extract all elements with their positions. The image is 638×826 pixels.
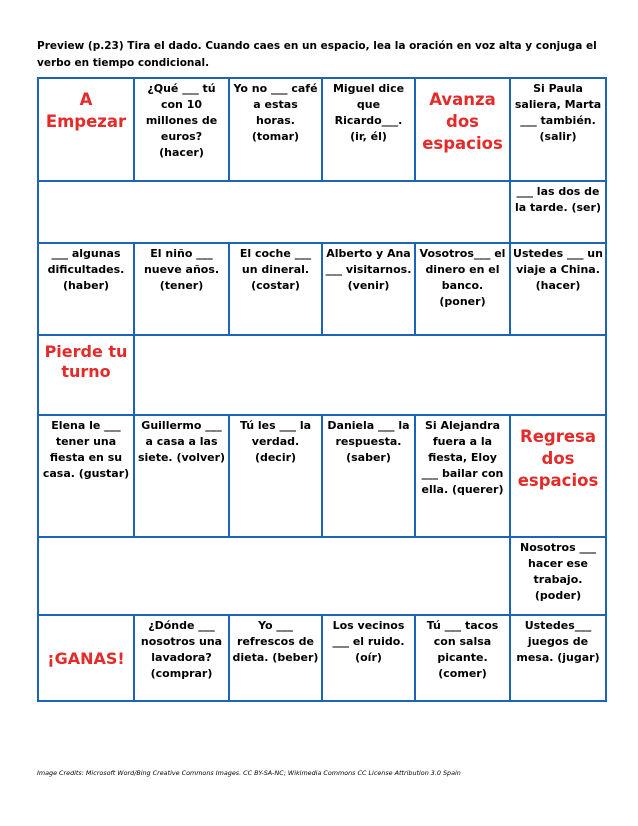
instructions-line-1: Preview (p.23) Tira el dado. Cuando caes en un espacio, lea la oración en voz alta y conjuga el <box>37 40 597 52</box>
space-text: El niño ___ nueve años. (tener) <box>143 247 220 292</box>
empty-area <box>38 537 510 615</box>
space-text: Si Paula saliera, Marta ___ también. (salir) <box>514 82 602 143</box>
space-text: Si Alejandra fuera a la fiesta, Eloy ___ bailar con ella. (querer) <box>421 419 504 496</box>
board-space <box>510 78 606 181</box>
board-space <box>229 243 322 335</box>
space-text: Los vecinos ___ el ruido. (oír) <box>332 619 405 664</box>
instructions-line-2: verbo en tiempo condicional. <box>37 57 210 69</box>
space-text: Ustedes ___ un viaje a China. (hacer) <box>513 247 603 292</box>
board-space <box>415 415 510 537</box>
board-row <box>38 243 606 335</box>
board-space <box>415 615 510 701</box>
lose-turn-label: Pierde tu turno <box>44 342 128 381</box>
space-text: Alberto y Ana ___ visitarnos. (venir) <box>325 247 412 292</box>
board-space <box>38 243 134 335</box>
space-text: ___ las dos de la tarde. (ser) <box>515 185 601 214</box>
board-row <box>38 615 606 701</box>
board-space <box>38 415 134 537</box>
board-space <box>134 615 229 701</box>
board-space <box>510 615 606 701</box>
space-text: Nosotros ___ hacer ese trabajo. (poder) <box>520 541 596 602</box>
space-text: ¿Dónde ___ nosotros una lavadora? (comprar) <box>140 619 223 680</box>
space-text: Tú les ___ la verdad. (decir) <box>239 419 312 464</box>
space-text: El coche ___ un dineral. (costar) <box>239 247 312 292</box>
space-text: Tú ___ tacos con salsa picante. (comer) <box>426 619 499 680</box>
start-space <box>38 78 134 181</box>
board-space <box>322 243 415 335</box>
board-row <box>38 78 606 181</box>
empty-area <box>38 181 510 243</box>
lose-turn-space <box>38 335 134 415</box>
board-space <box>322 415 415 537</box>
go-back-label: Regresa dos espacios <box>517 427 599 490</box>
board-space <box>415 243 510 335</box>
space-text: Yo no ___ café a estas horas. (tomar) <box>233 82 318 143</box>
board-space <box>229 415 322 537</box>
space-text: Vosotros___ el dinero en el banco. (poner) <box>419 247 506 308</box>
space-text: Elena le ___ tener una fiesta en su casa. (gustar) <box>42 419 130 480</box>
board-space <box>510 537 606 615</box>
board-space <box>134 243 229 335</box>
board-space <box>229 78 322 181</box>
board-row <box>38 537 606 615</box>
game-board <box>37 77 607 702</box>
space-text: Daniela ___ la respuesta. (saber) <box>327 419 410 464</box>
image-credits: Image Credits: Microsoft Word/Bing Creative Commons Images. CC BY-SA-NC; Wikimedia Commons CC License Attribution 3.0 Spain <box>37 769 461 777</box>
board-row <box>38 181 606 243</box>
space-text: ¿Qué ___ tú con 10 millones de euros? (hacer) <box>145 82 218 159</box>
board-space <box>134 415 229 537</box>
space-text: Ustedes___ juegos de mesa. (jugar) <box>516 619 600 664</box>
board-space <box>510 181 606 243</box>
space-text: ___ algunas dificultades. (haber) <box>47 247 125 292</box>
empty-area <box>134 335 606 415</box>
start-label: A Empezar <box>45 90 127 131</box>
space-text: Yo ___ refrescos de dieta. (beber) <box>232 619 319 664</box>
space-text: Guillermo ___ a casa a las siete. (volver) <box>137 419 226 464</box>
board-space <box>229 615 322 701</box>
finish-space <box>38 615 134 701</box>
instructions-header <box>37 38 602 72</box>
finish-label: ¡GANAS! <box>47 649 125 668</box>
advance-label: Avanza dos espacios <box>422 90 503 153</box>
go-back-space <box>510 415 606 537</box>
board-space <box>322 78 415 181</box>
board-space <box>134 78 229 181</box>
board-space <box>322 615 415 701</box>
space-text: Miguel dice que Ricardo___. (ir, él) <box>332 82 405 143</box>
board-row <box>38 335 606 415</box>
board-space <box>510 243 606 335</box>
board-row <box>38 415 606 537</box>
advance-space <box>415 78 510 181</box>
